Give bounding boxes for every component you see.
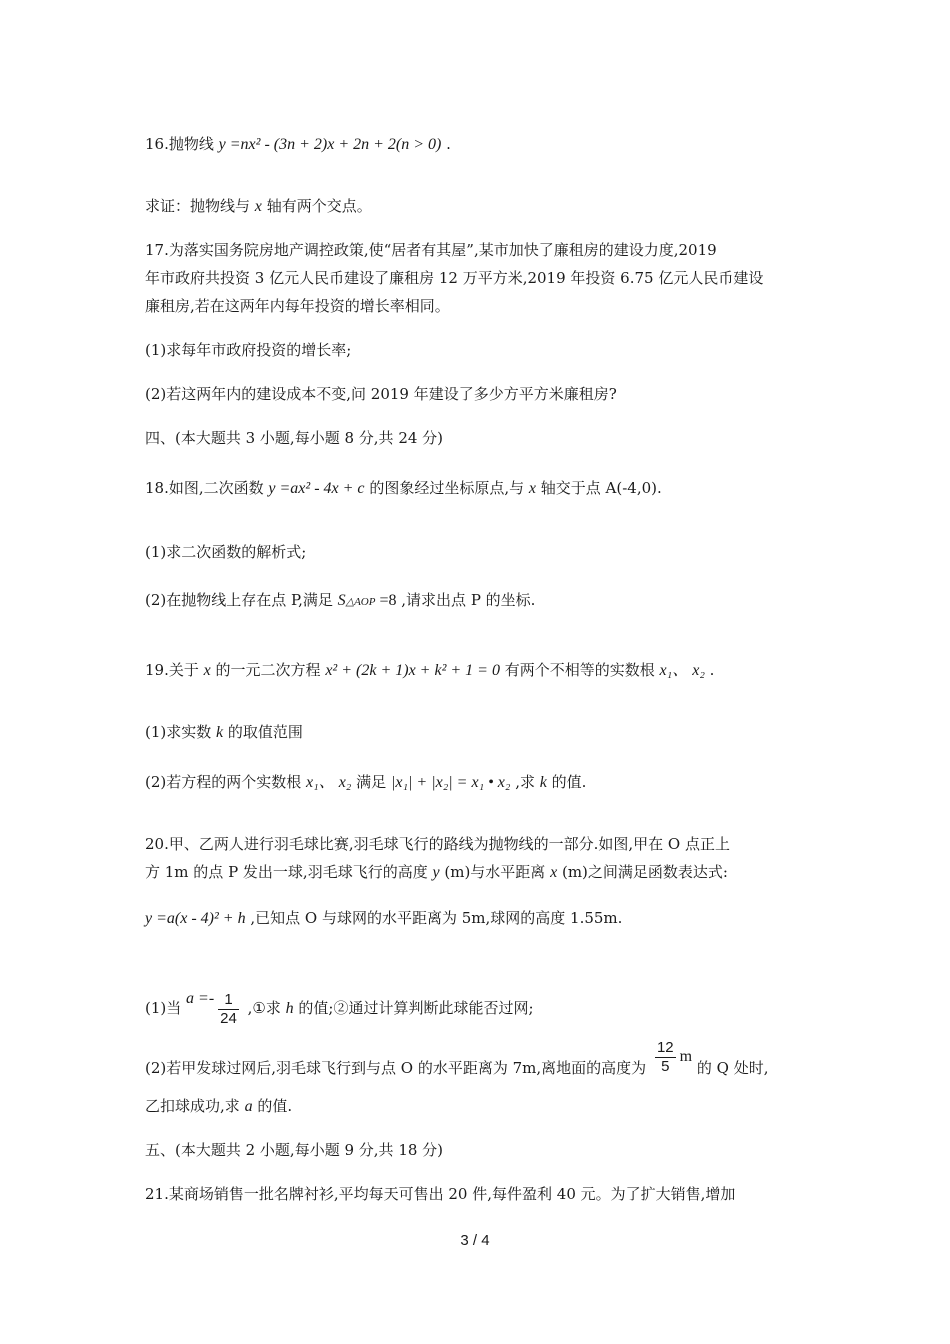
- q20-part1-fraction: [218, 991, 239, 1028]
- q19-part1: [145, 722, 303, 743]
- q18-prefix: 18.如图,二次函数: [145, 479, 264, 497]
- q18-part2-prefix: (2)在抛物线上存在点 P,满足: [145, 591, 333, 609]
- q20-part1-mid: ,①求: [247, 999, 281, 1017]
- q17-line3: 廉租房,若在这两年内每年投资的增长率相同。: [145, 297, 450, 315]
- q18-area-value: =8: [375, 592, 397, 609]
- q16-formula: y =nx² - (3n + 2)x + 2n + 2(n > 0): [218, 136, 442, 153]
- q19-part2-formula: |x₁| + |x₂| = x₁ • x₂: [390, 774, 511, 791]
- q20-part2-fraction: [655, 1039, 676, 1076]
- q20-part1-var: h: [285, 1000, 294, 1017]
- q20-part2-line2-prefix: 乙扣球成功,求: [145, 1097, 240, 1115]
- q19-part2: [145, 772, 586, 793]
- q19-suffix: .: [709, 661, 715, 679]
- q20-part2-suffix: 的 Q 处时,: [696, 1059, 769, 1077]
- q20-line3-suffix: ,已知点 O 与球网的水平距离为 5m,球网的高度 1.55m.: [250, 909, 623, 927]
- q20-line2: [145, 862, 728, 883]
- q20-line2-suffix: (m)之间满足函数表达式:: [561, 863, 728, 881]
- q19-part2-mid2: ,求: [515, 773, 535, 791]
- q20-part2-den: 5: [661, 1057, 670, 1075]
- q18-area-symbol: S: [337, 592, 346, 609]
- q20-part1-den: 24: [220, 1009, 237, 1027]
- q18-var: x: [528, 480, 536, 497]
- page-number: 3 / 4: [460, 1232, 490, 1249]
- q17-part2: (2)若这两年内的建设成本不变,问 2019 年建设了多少方平方米廉租房?: [145, 385, 617, 403]
- q18-mid: 的图象经过坐标原点,与: [369, 479, 525, 497]
- q20-line2-prefix: 方 1m 的点 P 发出一球,羽毛球飞行的高度: [145, 863, 428, 881]
- q19-mid: 的一元二次方程: [215, 661, 321, 679]
- q16-proof: [145, 196, 372, 217]
- q18-part1: (1)求二次函数的解析式;: [145, 543, 307, 561]
- q20-line1: 20.甲、乙两人进行羽毛球比赛,羽毛球飞行的路线为抛物线的一部分.如图,甲在 O 点正上: [145, 835, 730, 853]
- q20-part1-suffix: 的值;②通过计算判断此球能否过网;: [298, 999, 534, 1017]
- q20-line2-mid: (m)与水平距离: [444, 863, 546, 881]
- q20-line3: [145, 908, 622, 929]
- q16-proof-var: x: [254, 198, 262, 215]
- q18-formula: y =ax² - 4x + c: [268, 480, 365, 497]
- q20-part2-num: 12: [656, 1038, 674, 1056]
- q20-var-y: y: [432, 864, 440, 881]
- q19-prefix: 19.关于: [145, 661, 199, 679]
- q19-part2-prefix: (2)若方程的两个实数根: [145, 773, 302, 791]
- q16-suffix: .: [446, 135, 451, 153]
- q18-statement: [145, 478, 662, 499]
- q21-line1: 21.某商场销售一批名牌衬衫,平均每天可售出 20 件,每件盈利 40 元。为了扩大销售,增加: [145, 1185, 736, 1203]
- q17-line1: 17.为落实国务院房地产调控政策,使“居者有其屋”,某市加快了廉租房的建设力度,2019: [145, 241, 717, 259]
- q16-statement: [145, 134, 451, 155]
- q20-part2-line2-suffix: 的值.: [257, 1097, 293, 1115]
- q19-part2-var: k: [539, 774, 547, 791]
- q20-part2-line2: [145, 1096, 292, 1117]
- q18-part2-suffix: ,请求出点 P 的坐标.: [401, 591, 536, 609]
- q20-part1-num: 1: [218, 991, 239, 1010]
- section4-heading: 四、(本大题共 3 小题,每小题 8 分,共 24 分): [145, 429, 444, 447]
- q19-var: x: [203, 662, 211, 679]
- q19-mid2: 有两个不相等的实数根: [504, 661, 655, 679]
- q19-part1-suffix: 的取值范围: [227, 723, 303, 741]
- q20-part1-a: a =-: [186, 990, 215, 1007]
- section5-heading: 五、(本大题共 2 小题,每小题 9 分,共 18 分): [145, 1141, 444, 1159]
- q18-part2: [145, 590, 535, 612]
- q17-line2: 年市政府共投资 3 亿元人民币建设了廉租房 12 万平方米,2019 年投资 6.75 亿元人民币建设: [145, 269, 764, 287]
- q20-var-x: x: [550, 864, 558, 881]
- q17-part1: (1)求每年市政府投资的增长率;: [145, 341, 352, 359]
- q18-area-subscript: △AOP: [345, 596, 376, 608]
- q20-part2-prefix: (2)若甲发球过网后,羽毛球飞行到与点 O 的水平距离为 7m,离地面的高度为: [145, 1059, 647, 1077]
- q19-statement: [145, 660, 714, 681]
- q20-part2-unit: m: [679, 1048, 693, 1065]
- q20-part2-line2-var: a: [244, 1098, 253, 1115]
- q16-proof-suffix: 轴有两个交点。: [266, 197, 372, 215]
- q19-roots: x₁、 x₂: [659, 662, 705, 679]
- q20-formula: y =a(x - 4)² + h: [145, 910, 246, 927]
- q19-part2-roots: x₁、 x₂: [306, 774, 352, 791]
- q20-part1: [145, 988, 534, 1029]
- q19-formula: x² + (2k + 1)x + k² + 1 = 0: [325, 662, 500, 679]
- q20-part1-prefix: (1)当: [145, 999, 182, 1017]
- q18-suffix: 轴交于点 A(-4,0).: [540, 479, 662, 497]
- q16-prefix: 16.抛物线: [145, 135, 214, 153]
- q20-part2: [145, 1038, 769, 1091]
- q19-part1-prefix: (1)求实数: [145, 723, 212, 741]
- q19-part2-suffix: 的值.: [551, 773, 587, 791]
- q16-proof-prefix: 求证：抛物线与: [145, 197, 251, 215]
- q19-part1-var: k: [216, 724, 224, 741]
- q19-part2-mid: 满足: [356, 773, 387, 791]
